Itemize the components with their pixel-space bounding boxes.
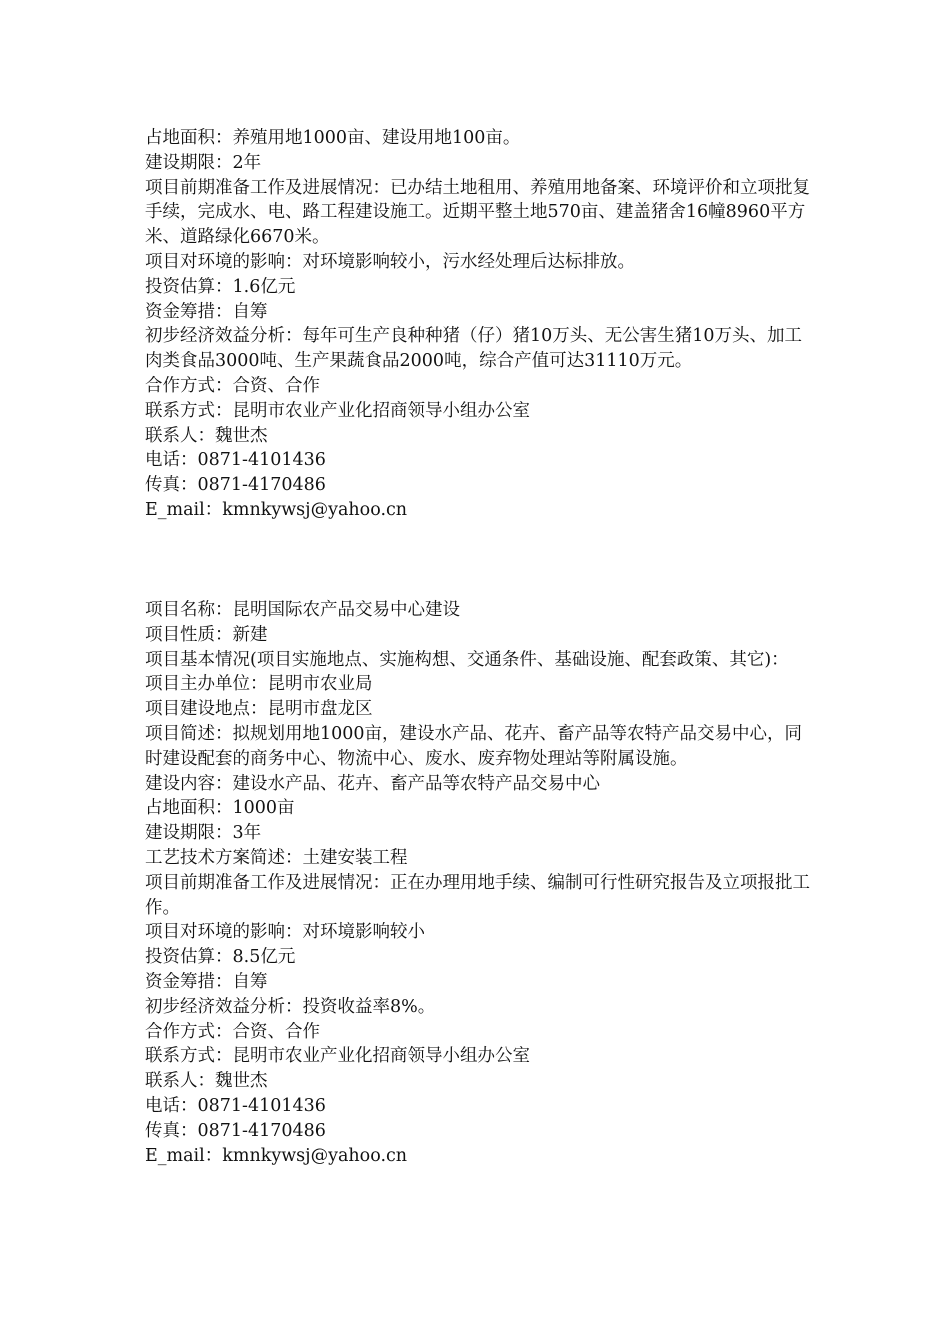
phone-number: 电话：0871-4101436 (145, 1095, 326, 1116)
project-nature: 项目性质：新建 (145, 624, 268, 645)
economic-benefit: 初步经济效益分析：投资收益率8%。 (145, 996, 436, 1017)
cooperation-mode: 合作方式：合资、合作 (145, 375, 320, 396)
contact-person: 联系人：魏世杰 (145, 1071, 268, 1092)
construction-period: 建设期限：3年 (145, 823, 262, 844)
investment-estimate: 投资估算：8.5亿元 (145, 947, 296, 968)
investment-estimate: 投资估算：1.6亿元 (145, 276, 296, 297)
contact-person: 联系人：魏世杰 (145, 425, 268, 446)
cooperation-mode: 合作方式：合资、合作 (145, 1021, 320, 1042)
project-section-trading-center (145, 598, 813, 1168)
contact-office: 联系方式：昆明市农业产业化招商领导小组办公室 (145, 400, 530, 421)
project-basic-info: 项目基本情况(项目实施地点、实施构想、交通条件、基础设施、配套政策、其它)： (145, 649, 789, 670)
project-location: 项目建设地点：昆明市盘龙区 (145, 699, 373, 720)
email-address: E_mail：kmnkywsj@yahoo.cn (145, 1145, 408, 1166)
environmental-impact: 项目对环境的影响：对环境影响较小，污水经处理后达标排放。 (145, 251, 635, 272)
funding-source: 资金筹措：自筹 (145, 301, 268, 322)
economic-benefit: 初步经济效益分析：每年可生产良种种猪（仔）猪10万头、无公害生猪10万头、加工肉类食品3000吨、生产果蔬食品2000吨，综合产值可达31110万元。 (145, 326, 803, 372)
funding-source: 资金筹措：自筹 (145, 971, 268, 992)
construction-content: 建设内容：建设水产品、花卉、畜产品等农特产品交易中心 (145, 773, 600, 794)
fax-number: 传真：0871-4170486 (145, 1120, 326, 1141)
preparation-progress: 项目前期准备工作及进展情况：正在办理用地手续、编制可行性研究报告及立项报批工作。 (145, 872, 810, 918)
project-summary: 项目简述：拟规划用地1000亩，建设水产品、花卉、畜产品等农特产品交易中心，同时建设配套的商务中心、物流中心、废水、废弃物处理站等附属设施。 (145, 723, 803, 769)
preparation-progress: 项目前期准备工作及进展情况：已办结土地租用、养殖用地备案、环境评价和立项批复手续，完成水、电、路工程建设施工。近期平整土地570亩、建盖猪舍16幢8960平方米、道路绿化6670米。 (145, 177, 810, 248)
phone-number: 电话：0871-4101436 (145, 450, 326, 471)
technology-plan: 工艺技术方案简述：土建安装工程 (145, 847, 408, 868)
contact-office: 联系方式：昆明市农业产业化招商领导小组办公室 (145, 1046, 530, 1067)
email-address: E_mail：kmnkywsj@yahoo.cn (145, 499, 408, 520)
project-sponsor: 项目主办单位：昆明市农业局 (145, 674, 373, 695)
project-name: 项目名称：昆明国际农产品交易中心建设 (145, 600, 460, 620)
project-section-livestock (145, 126, 813, 523)
environmental-impact: 项目对环境的影响：对环境影响较小 (145, 922, 425, 943)
land-area: 占地面积：1000亩 (145, 798, 295, 819)
construction-period: 建设期限：2年 (145, 152, 262, 173)
fax-number: 传真：0871-4170486 (145, 475, 326, 496)
land-area: 占地面积：养殖用地1000亩、建设用地100亩。 (145, 128, 521, 148)
